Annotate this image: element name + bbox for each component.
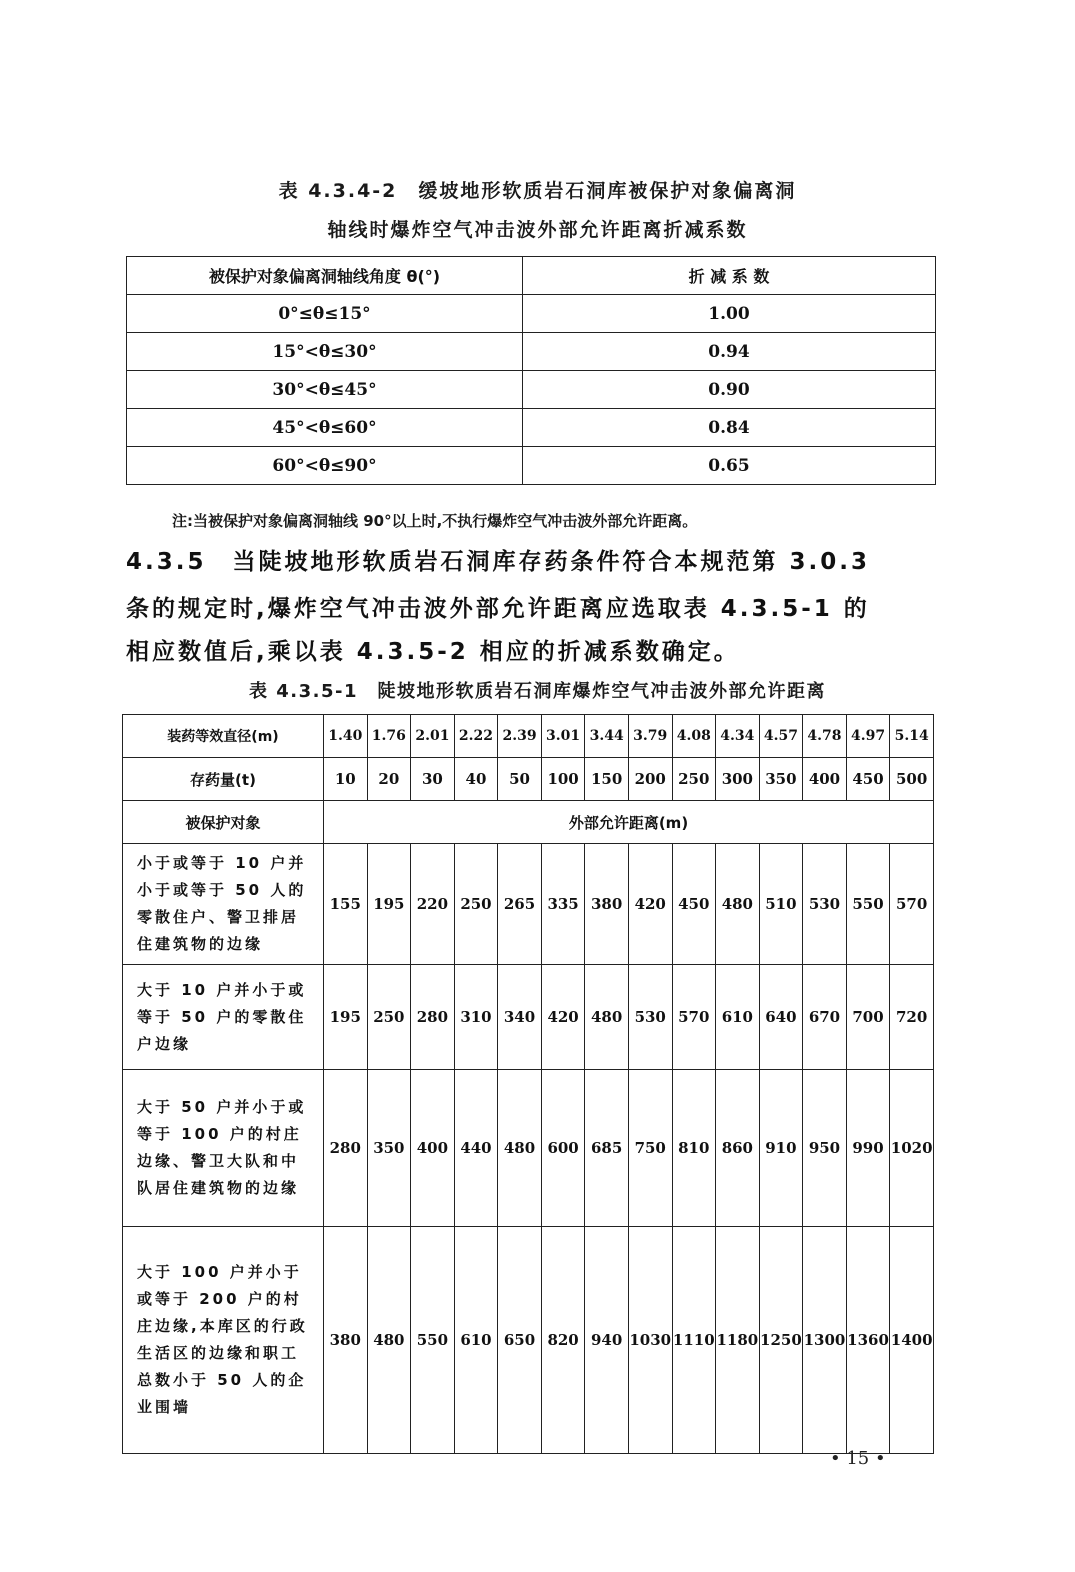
distance-cell: 700 [846,965,890,1070]
distance-cell: 570 [672,965,716,1070]
quantity-cell: 300 [716,758,760,801]
quantity-row [123,758,934,801]
diameter-cell: 3.44 [585,715,629,758]
distance-cell: 940 [585,1227,629,1454]
distance-cell: 380 [324,1227,368,1454]
distance-cell: 335 [541,844,585,965]
distance-cell: 380 [585,844,629,965]
table1-caption-line2: 轴线时爆炸空气冲击波外部允许距离折减系数 [327,219,748,241]
table1-caption-line1: 表 4.3.4-2 缓坡地形软质岩石洞库被保护对象偏离洞 [278,180,797,202]
distance-cell: 550 [411,1227,455,1454]
quantity-cell: 100 [541,758,585,801]
diameter-cell: 1.40 [324,715,368,758]
table-row [127,295,936,333]
angle-cell: 60°<θ≤90° [127,447,523,485]
angle-cell: 30°<θ≤45° [127,371,523,409]
distance-cell: 420 [541,965,585,1070]
distance-cell: 265 [498,844,542,965]
page-number: • 15 • [830,1448,886,1469]
distance-cell: 250 [367,965,411,1070]
header-angle: 被保护对象偏离洞轴线角度 θ(°) [127,257,523,295]
quantity-cell: 450 [846,758,890,801]
distance-cell: 480 [585,965,629,1070]
table1-note: 注:当被保护对象偏离洞轴线 90°以上时,不执行爆炸空气冲击波外部允许距离。 [172,512,698,530]
quantity-cell: 10 [324,758,368,801]
coefficient-cell: 0.94 [523,333,936,371]
distance-cell: 195 [324,965,368,1070]
distance-label: 外部允许距离(m) [324,801,934,844]
table-row [127,409,936,447]
object-header-row [123,801,934,844]
distance-cell: 720 [890,965,934,1070]
distance-cell: 155 [324,844,368,965]
object-description: 大于 100 户并小于或等于 200 户的村庄边缘,本库区的行政生活区的边缘和职工总数小于 50 人的企业围墙 [123,1227,324,1454]
distance-cell: 860 [716,1070,760,1227]
quantity-cell: 150 [585,758,629,801]
distance-cell: 420 [628,844,672,965]
diameter-cell: 4.34 [716,715,760,758]
diameter-cell: 4.97 [846,715,890,758]
quantity-cell: 20 [367,758,411,801]
distance-cell: 1400 [890,1227,934,1454]
distance-cell: 480 [716,844,760,965]
distance-cell: 990 [846,1070,890,1227]
table-row [127,371,936,409]
object-description: 大于 10 户并小于或等于 50 户的零散住户边缘 [123,965,324,1070]
distance-cell: 440 [454,1070,498,1227]
distance-cell: 530 [803,844,847,965]
distance-cell: 250 [454,844,498,965]
diameter-cell: 2.01 [411,715,455,758]
distance-cell: 810 [672,1070,716,1227]
angle-cell: 0°≤θ≤15° [127,295,523,333]
distance-cell: 400 [411,1070,455,1227]
distance-cell: 1360 [846,1227,890,1454]
diameter-cell: 4.08 [672,715,716,758]
distance-cell: 570 [890,844,934,965]
quantity-cell: 50 [498,758,542,801]
distance-cell: 220 [411,844,455,965]
diameter-row [123,715,934,758]
diameter-cell: 1.76 [367,715,411,758]
diameter-label: 装药等效直径(m) [123,715,324,758]
distance-cell: 950 [803,1070,847,1227]
table-row [123,1227,934,1454]
distance-cell: 1030 [628,1227,672,1454]
distance-cell: 650 [498,1227,542,1454]
table-row [127,447,936,485]
distance-cell: 820 [541,1227,585,1454]
distance-cell: 1300 [803,1227,847,1454]
clause-line1: 4.3.5 当陡坡地形软质岩石洞库存药条件符合本规范第 3.0.3 [126,549,870,575]
table-row [127,333,936,371]
angle-cell: 15°<θ≤30° [127,333,523,371]
angle-cell: 45°<θ≤60° [127,409,523,447]
distance-cell: 685 [585,1070,629,1227]
diameter-cell: 5.14 [890,715,934,758]
distance-cell: 530 [628,965,672,1070]
table-row [123,844,934,965]
clause-line2: 条的规定时,爆炸空气冲击波外部允许距离应选取表 4.3.5-1 的 [126,596,870,622]
distance-cell: 1110 [672,1227,716,1454]
diameter-cell: 3.79 [628,715,672,758]
quantity-cell: 400 [803,758,847,801]
coefficient-cell: 0.65 [523,447,936,485]
distance-cell: 510 [759,844,803,965]
distance-cell: 1020 [890,1070,934,1227]
table-row [123,965,934,1070]
coefficient-cell: 0.84 [523,409,936,447]
object-description: 大于 50 户并小于或等于 100 户的村庄边缘、警卫大队和中队居住建筑物的边缘 [123,1070,324,1227]
distance-cell: 310 [454,965,498,1070]
quantity-cell: 40 [454,758,498,801]
quantity-cell: 200 [628,758,672,801]
reduction-coefficient-table [126,256,936,485]
distance-cell: 280 [324,1070,368,1227]
distance-cell: 610 [716,965,760,1070]
distance-cell: 450 [672,844,716,965]
distance-cell: 750 [628,1070,672,1227]
diameter-cell: 2.39 [498,715,542,758]
quantity-cell: 500 [890,758,934,801]
diameter-cell: 2.22 [454,715,498,758]
clause-line3: 相应数值后,乘以表 4.3.5-2 相应的折减系数确定。 [126,639,740,665]
distance-cell: 480 [367,1227,411,1454]
quantity-label: 存药量(t) [123,758,324,801]
header-coefficient: 折 减 系 数 [523,257,936,295]
distance-cell: 670 [803,965,847,1070]
coefficient-cell: 1.00 [523,295,936,333]
quantity-cell: 350 [759,758,803,801]
distance-cell: 610 [454,1227,498,1454]
distance-cell: 280 [411,965,455,1070]
external-distance-table [122,714,934,1454]
table-row [123,1070,934,1227]
diameter-cell: 4.57 [759,715,803,758]
distance-cell: 1180 [716,1227,760,1454]
object-description: 小于或等于 10 户并小于或等于 50 人的零散住户、警卫排居住建筑物的边缘 [123,844,324,965]
distance-cell: 600 [541,1070,585,1227]
distance-cell: 910 [759,1070,803,1227]
distance-cell: 640 [759,965,803,1070]
table-header-row [127,257,936,295]
distance-cell: 550 [846,844,890,965]
distance-cell: 195 [367,844,411,965]
diameter-cell: 4.78 [803,715,847,758]
quantity-cell: 30 [411,758,455,801]
coefficient-cell: 0.90 [523,371,936,409]
object-label: 被保护对象 [123,801,324,844]
table2-caption: 表 4.3.5-1 陡坡地形软质岩石洞库爆炸空气冲击波外部允许距离 [248,681,826,702]
distance-cell: 1250 [759,1227,803,1454]
distance-cell: 480 [498,1070,542,1227]
diameter-cell: 3.01 [541,715,585,758]
distance-cell: 350 [367,1070,411,1227]
distance-cell: 340 [498,965,542,1070]
quantity-cell: 250 [672,758,716,801]
